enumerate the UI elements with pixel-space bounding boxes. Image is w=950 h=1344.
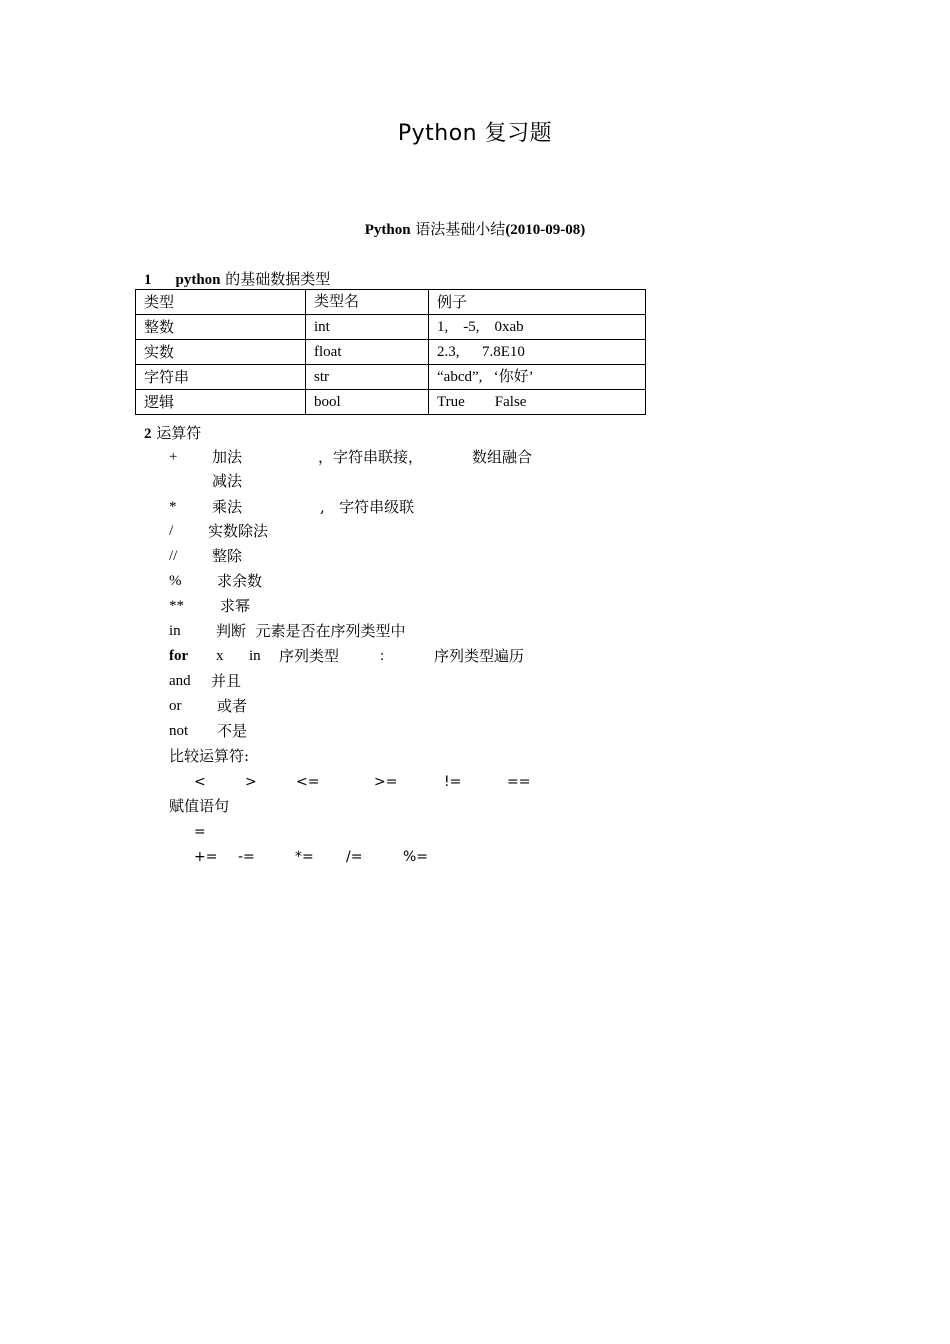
table-cell: 实数 (136, 340, 306, 365)
subtitle-text: 语法基础小结 (410, 220, 506, 238)
logic-desc: 或者 (217, 697, 248, 715)
section-1-heading (144, 268, 330, 289)
logic-symbol: not (169, 723, 189, 739)
data-types-table (135, 289, 646, 415)
table-cell: 2.3, 7.8E10 (429, 340, 646, 365)
compare-op: != (444, 774, 462, 790)
logic-symbol: and (169, 673, 191, 689)
table-header-row (136, 290, 646, 315)
operator-desc: 求幂 (220, 597, 251, 615)
table-header-cell: 类型 (136, 290, 306, 315)
table-cell: 1, -5, 0xab (429, 315, 646, 340)
table-cell: 整数 (136, 315, 306, 340)
compare-op: == (507, 774, 531, 790)
assign-op: *= (295, 849, 314, 865)
section-2-text: 运算符 (151, 424, 202, 442)
operator-desc: 实数除法 (208, 522, 269, 540)
table-cell: str (306, 365, 429, 390)
operator-extra: 数组融合 (472, 448, 533, 466)
table-row (136, 315, 646, 340)
table-cell: 逻辑 (136, 390, 306, 415)
operator-symbol: in (169, 623, 181, 639)
for-variable: x (216, 648, 224, 664)
assign-op: %= (403, 849, 429, 865)
table-cell: “abcd”, ‘你好’ (429, 365, 646, 390)
table-cell: int (306, 315, 429, 340)
section-2-heading (144, 422, 201, 443)
table-cell: float (306, 340, 429, 365)
operator-desc: 求余数 (217, 572, 263, 590)
assign-op: -= (238, 849, 255, 865)
compare-op: <= (296, 774, 320, 790)
for-desc: 序列类型遍历 (434, 647, 525, 665)
compare-op: < (194, 774, 206, 790)
table-row (136, 365, 646, 390)
table-header-cell: 例子 (429, 290, 646, 315)
operator-symbol: // (169, 548, 178, 564)
for-keyword: for (169, 648, 189, 664)
document-title: Python 复习题 (397, 121, 553, 146)
table-cell: bool (306, 390, 429, 415)
assign-op: += (194, 849, 218, 865)
operator-desc: 整除 (212, 547, 243, 565)
compare-op: > (245, 774, 257, 790)
logic-symbol: or (169, 698, 182, 714)
operator-symbol: + (169, 449, 178, 465)
operator-symbol: / (169, 523, 174, 539)
table-row (136, 390, 646, 415)
operator-desc: 加法 (212, 448, 243, 466)
logic-desc: 不是 (217, 722, 248, 740)
operator-symbol: % (169, 573, 182, 589)
operator-desc: 乘法 (212, 498, 243, 516)
for-in: in (249, 648, 261, 664)
compare-label: 比较运算符: (169, 747, 250, 765)
section-1-number: 1 (144, 272, 152, 288)
for-colon: : (380, 648, 385, 664)
compare-op: >= (374, 774, 398, 790)
table-cell: True False (429, 390, 646, 415)
operator-symbol: * (169, 499, 177, 515)
assign-eq: = (194, 824, 206, 840)
table-row (136, 340, 646, 365)
logic-desc: 并且 (211, 672, 242, 690)
table-cell: 字符串 (136, 365, 306, 390)
operator-desc: 减法 (212, 472, 243, 490)
section-1-python: python (175, 272, 221, 288)
assign-op: /= (346, 849, 363, 865)
subtitle (0, 218, 950, 239)
operator-desc: 判断 元素是否在序列类型中 (216, 622, 406, 640)
section-1-text: 的基础数据类型 (220, 270, 331, 288)
assign-label: 赋值语句 (169, 797, 230, 815)
operator-extra: ，字符串联接， (318, 448, 424, 466)
subtitle-date: (2010-09-08) (505, 222, 586, 238)
operator-extra: , 字符串级联 (320, 498, 415, 516)
operator-symbol: ** (169, 598, 184, 614)
section-2-number: 2 (144, 426, 152, 442)
for-sequence: 序列类型 (279, 647, 340, 665)
subtitle-python: Python (364, 222, 411, 238)
table-header-cell: 类型名 (306, 290, 429, 315)
